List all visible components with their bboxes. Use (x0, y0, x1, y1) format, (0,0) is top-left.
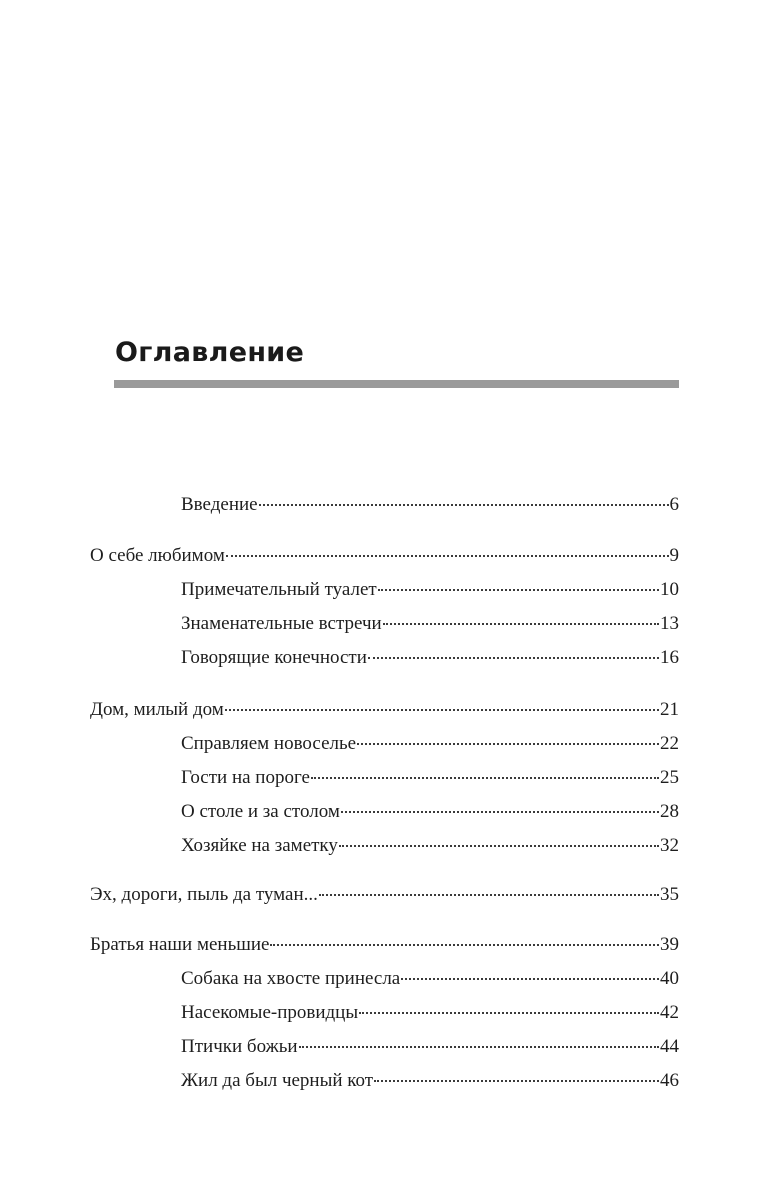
toc-section-1-2[interactable] (181, 611, 679, 637)
page-title: Оглавление (115, 337, 305, 368)
toc-entry-label: Братья наши меньшие (90, 934, 270, 955)
toc-chapter-4[interactable] (90, 932, 679, 958)
dot-leader (339, 845, 659, 847)
toc-entry-label: Примечательный туалет (181, 579, 377, 600)
dot-leader (226, 555, 669, 557)
dot-leader (225, 709, 659, 711)
toc-entry-page: 9 (669, 545, 679, 566)
toc-chapter-3[interactable] (90, 882, 679, 908)
toc-entry-page: 40 (660, 968, 679, 989)
toc-section-1-3[interactable] (181, 645, 679, 671)
toc-entry-page: 44 (660, 1036, 679, 1057)
toc-chapter-2[interactable] (90, 697, 679, 723)
toc-entry-page: 10 (660, 579, 679, 600)
toc-entry-page: 6 (669, 494, 679, 515)
toc-entry-label: О столе и за столом (181, 801, 340, 822)
toc-entry-label: Эх, дороги, пыль да туман... (90, 884, 318, 905)
toc-entry-label: Собака на хвосте принесла (181, 968, 401, 989)
toc-entry-page: 16 (660, 647, 679, 668)
dot-leader (359, 1012, 659, 1014)
dot-leader (311, 777, 659, 779)
dot-leader (368, 657, 659, 659)
dot-leader (341, 811, 659, 813)
toc-entry-label: Знаменательные встречи (181, 613, 382, 634)
toc-section-4-2[interactable] (181, 1000, 679, 1026)
dot-leader (357, 743, 659, 745)
toc-section-2-1[interactable] (181, 731, 679, 757)
dot-leader (401, 978, 659, 980)
toc-entry-page: 46 (660, 1070, 679, 1091)
toc-entry-introduction[interactable] (181, 492, 679, 518)
dot-leader (383, 623, 659, 625)
toc-entry-page: 22 (660, 733, 679, 754)
toc-section-4-3[interactable] (181, 1034, 679, 1060)
dot-leader (299, 1046, 659, 1048)
toc-entry-label: Говорящие конечности (181, 647, 367, 668)
toc-entry-page: 28 (660, 801, 679, 822)
toc-entry-label: Дом, милый дом (90, 699, 224, 720)
toc-section-2-3[interactable] (181, 799, 679, 825)
toc-entry-label: О себе любимом (90, 545, 225, 566)
toc-section-2-4[interactable] (181, 833, 679, 859)
toc-entry-page: 13 (660, 613, 679, 634)
toc-entry-page: 32 (660, 835, 679, 856)
toc-section-1-1[interactable] (181, 577, 679, 603)
toc-entry-label: Насекомые-провидцы (181, 1002, 359, 1023)
toc-entry-page: 42 (660, 1002, 679, 1023)
toc-entry-page: 35 (660, 884, 679, 905)
toc-section-4-1[interactable] (181, 966, 679, 992)
toc-entry-page: 25 (660, 767, 679, 788)
dot-leader (270, 944, 659, 946)
toc-section-2-2[interactable] (181, 765, 679, 791)
dot-leader (259, 504, 669, 506)
dot-leader (378, 589, 659, 591)
toc-entry-page: 21 (660, 699, 679, 720)
toc-entry-label: Справляем новоселье (181, 733, 357, 754)
toc-entry-label: Хозяйке на заметку (181, 835, 338, 856)
dot-leader (374, 1080, 659, 1082)
toc-section-4-4[interactable] (181, 1068, 679, 1094)
toc-chapter-1[interactable] (90, 543, 679, 569)
toc-entry-label: Птички божьи (181, 1036, 298, 1057)
toc-entry-label: Введение (181, 494, 258, 515)
dot-leader (319, 894, 659, 896)
toc-entry-page: 39 (660, 934, 679, 955)
toc-entry-label: Гости на пороге (181, 767, 310, 788)
toc-entry-label: Жил да был черный кот (181, 1070, 374, 1091)
